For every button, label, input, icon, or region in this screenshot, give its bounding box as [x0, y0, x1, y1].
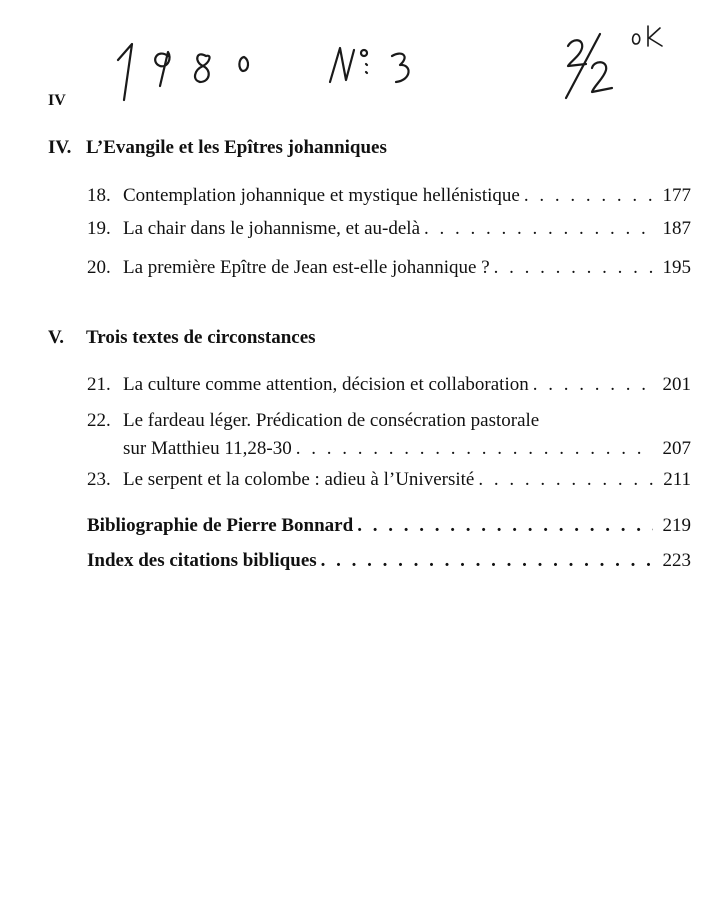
- entry-number: 22.: [87, 410, 111, 431]
- handwritten-number: [330, 48, 409, 82]
- dot-leader: [494, 257, 653, 279]
- section-title: Trois textes de circonstances: [86, 327, 316, 348]
- handwritten-annotation: [0, 0, 717, 130]
- entry-number: 19.: [87, 218, 111, 239]
- toc-entry-23: [87, 469, 691, 491]
- dot-leader: [533, 374, 653, 396]
- entry-number: 18.: [87, 185, 111, 206]
- dot-leader: [357, 515, 653, 537]
- entry-title: La chair dans le johannisme, et au-delà: [123, 218, 421, 239]
- toc-entry-bibliography: [87, 515, 691, 537]
- handwritten-ok: [633, 26, 662, 46]
- section-title: L’Evangile et les Epîtres johanniques: [86, 137, 387, 158]
- entry-title-continued: sur Matthieu 11,28-30: [123, 438, 292, 459]
- handwritten-year: [118, 44, 248, 100]
- entry-number: 21.: [87, 374, 111, 395]
- toc-entry-22: [87, 410, 691, 460]
- page-folio: IV: [48, 92, 66, 109]
- entry-page: 219: [662, 515, 691, 536]
- entry-page: 187: [662, 218, 691, 239]
- entry-title: La première Epître de Jean est-elle johannique ?: [123, 257, 490, 278]
- entry-title: Le serpent et la colombe : adieu à l’Université: [123, 469, 475, 490]
- dot-leader: [321, 550, 653, 572]
- entry-page: 211: [663, 469, 691, 490]
- entry-title: Bibliographie de Pierre Bonnard: [87, 515, 354, 536]
- section-heading-v: [48, 327, 316, 349]
- dot-leader: [524, 185, 653, 207]
- entry-title: Index des citations bibliques: [87, 550, 317, 571]
- toc-entry-21: [87, 374, 691, 396]
- entry-page: 201: [662, 374, 691, 395]
- entry-page: 223: [662, 550, 691, 571]
- section-number: V.: [48, 327, 65, 348]
- entry-number: 23.: [87, 469, 111, 490]
- handwritten-fraction: [566, 34, 612, 98]
- toc-entry-index: [87, 550, 691, 572]
- dot-leader: [424, 218, 653, 240]
- section-heading-iv: [48, 137, 387, 159]
- entry-number: 20.: [87, 257, 111, 278]
- toc-entry-18: [87, 185, 691, 207]
- toc-entry-19: [87, 218, 691, 240]
- toc-entry-20: [87, 257, 691, 279]
- dot-leader: [478, 469, 653, 491]
- dot-leader: [296, 438, 653, 460]
- section-number: IV.: [48, 137, 72, 158]
- entry-page: 177: [662, 185, 691, 206]
- entry-title: Contemplation johannique et mystique hellénistique: [123, 185, 520, 206]
- entry-title: La culture comme attention, décision et collaboration: [123, 374, 529, 395]
- entry-page: 207: [662, 438, 691, 459]
- entry-title: Le fardeau léger. Prédication de consécration pastorale: [123, 410, 540, 431]
- entry-page: 195: [662, 257, 691, 278]
